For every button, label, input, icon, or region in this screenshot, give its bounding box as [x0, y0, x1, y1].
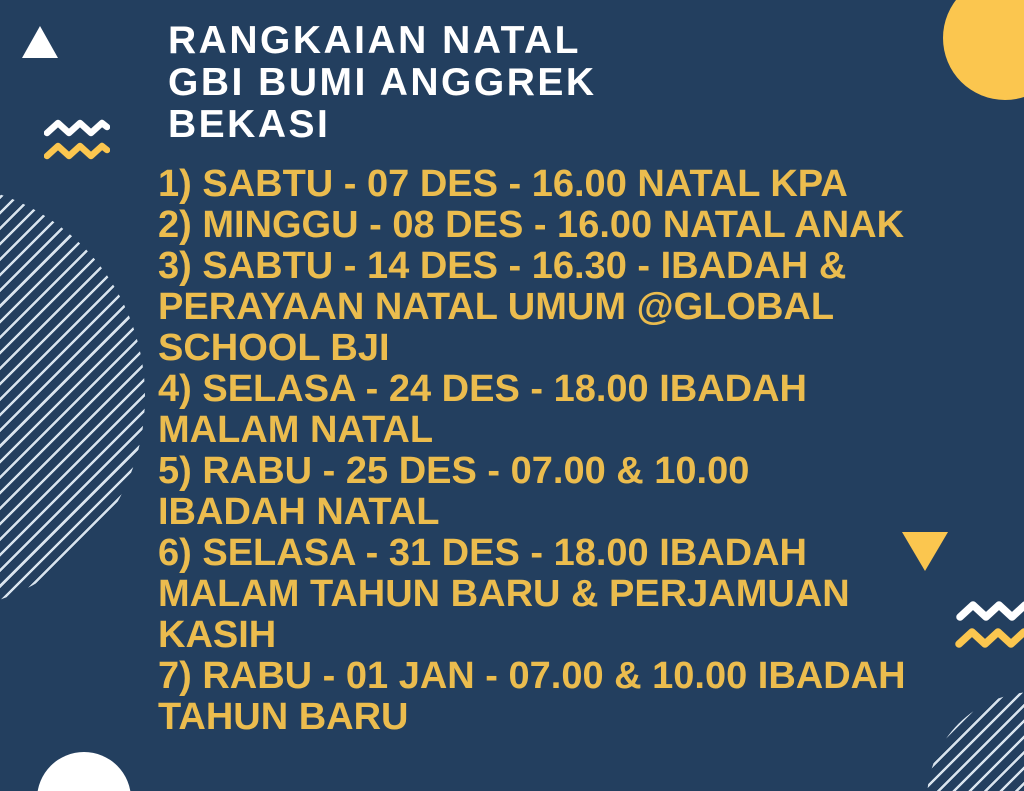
event-item: 3) SABTU - 14 DES - 16.30 - IBADAH & PERAYAAN NATAL UMUM @GLOBAL SCHOOL BJI [158, 245, 847, 369]
event-item: 1) SABTU - 07 DES - 16.00 NATAL KPA [158, 163, 848, 205]
event-item: 7) RABU - 01 JAN - 07.00 & 10.00 IBADAH TAHUN BARU [158, 655, 906, 738]
triangle-up-icon [22, 26, 58, 58]
striped-circle-left [0, 183, 145, 611]
white-circle-bottom-left [37, 752, 131, 791]
event-schedule-list [158, 164, 906, 738]
yellow-circle-top-right [943, 0, 1024, 100]
event-item: 5) RABU - 25 DES - 07.00 & 10.00 IBADAH NATAL [158, 450, 750, 533]
triangle-down-icon [902, 532, 948, 571]
title-line: RANGKAIAN NATAL [168, 19, 582, 62]
zigzag-yellow-icon [44, 140, 110, 162]
striped-circle-bottom-right [927, 692, 1024, 791]
title-line: GBI BUMI ANGGREK [168, 61, 597, 104]
zigzag-white-icon [956, 598, 1024, 624]
poster-title [168, 20, 868, 146]
event-item: 6) SELASA - 31 DES - 18.00 IBADAH MALAM TAHUN BARU & PERJAMUAN KASIH [158, 532, 850, 656]
event-item: 2) MINGGU - 08 DES - 16.00 NATAL ANAK [158, 204, 905, 246]
zigzag-white-icon [44, 117, 110, 139]
event-item: 4) SELASA - 24 DES - 18.00 IBADAH MALAM NATAL [158, 368, 807, 451]
zigzag-yellow-icon [955, 624, 1024, 652]
title-line: BEKASI [168, 103, 331, 146]
